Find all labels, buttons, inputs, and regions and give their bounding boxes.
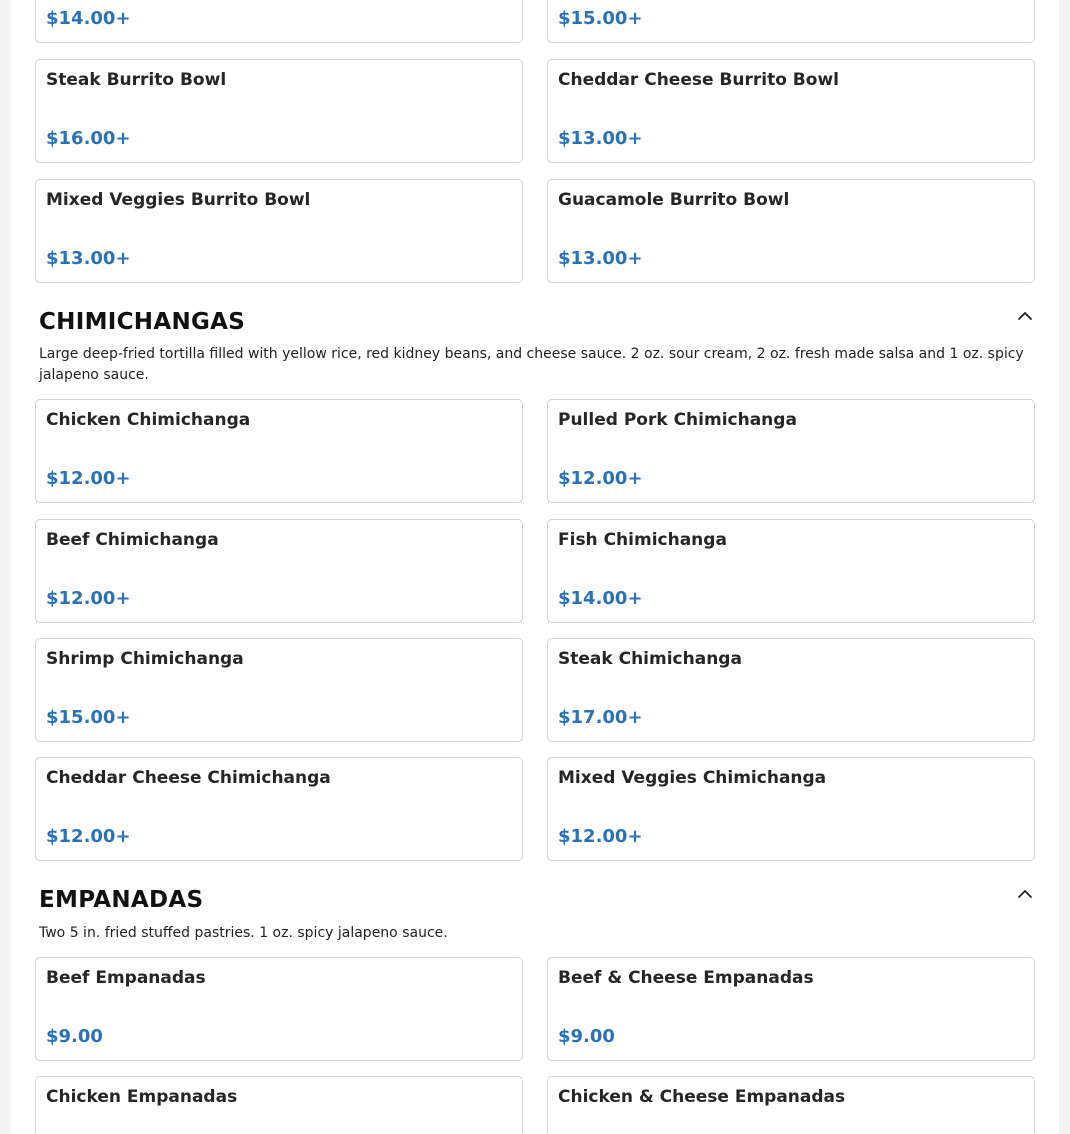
menu-item-price: $16.00+	[46, 128, 131, 149]
menu-item-name: Mixed Veggies Burrito Bowl	[46, 190, 311, 210]
menu-item-price: $14.00+	[46, 8, 131, 29]
section-title-chimichangas: CHIMICHANGAS	[39, 309, 246, 335]
menu-item-name: Steak Burrito Bowl	[46, 70, 227, 90]
menu-item-name: Guacamole Burrito Bowl	[558, 190, 790, 210]
menu-item-card[interactable]	[35, 519, 523, 623]
menu-item-name: Beef & Cheese Empanadas	[558, 968, 814, 988]
section-description-chimichangas: Large deep-fried tortilla filled with yellow rice, red kidney beans, and cheese sauce. 2 oz. sour cream, 2 oz. fresh made salsa and 1 oz. spicy jalapeno sauce.	[39, 346, 1024, 383]
menu-item-price: $15.00+	[46, 707, 131, 728]
menu-item-price: $13.00+	[558, 128, 643, 149]
chevron-up-icon[interactable]	[1013, 304, 1037, 328]
menu-item-name: Shrimp Chimichanga	[46, 649, 244, 669]
menu-item-name: Beef Chimichanga	[46, 530, 219, 550]
menu-item-name: Pulled Pork Chimichanga	[558, 410, 797, 430]
menu-item-card[interactable]	[35, 638, 523, 742]
menu-item-price: $12.00+	[46, 826, 131, 847]
menu-page	[11, 0, 1059, 1134]
menu-item-name: Cheddar Cheese Burrito Bowl	[558, 70, 839, 90]
menu-item-card[interactable]	[35, 59, 523, 163]
menu-item-card[interactable]	[35, 0, 523, 43]
menu-item-card[interactable]	[547, 638, 1035, 742]
menu-item-card[interactable]	[35, 399, 523, 503]
menu-item-card[interactable]	[547, 179, 1035, 283]
menu-item-card[interactable]	[547, 0, 1035, 43]
menu-item-price: $9.00	[558, 1026, 615, 1047]
menu-item-card[interactable]	[35, 757, 523, 861]
menu-item-card[interactable]	[547, 399, 1035, 503]
section-description-empanadas: Two 5 in. fried stuffed pastries. 1 oz. spicy jalapeno sauce.	[39, 925, 448, 941]
menu-item-price: $13.00+	[558, 248, 643, 269]
menu-item-card[interactable]	[547, 519, 1035, 623]
menu-item-name: Beef Empanadas	[46, 968, 206, 988]
menu-item-card[interactable]	[547, 957, 1035, 1061]
menu-item-name: Chicken & Cheese Empanadas	[558, 1087, 846, 1107]
menu-item-name: Mixed Veggies Chimichanga	[558, 768, 827, 788]
menu-item-price: $9.00	[46, 1026, 103, 1047]
menu-item-card[interactable]	[35, 957, 523, 1061]
menu-item-price: $12.00+	[558, 468, 643, 489]
menu-item-price: $15.00+	[558, 8, 643, 29]
menu-item-card[interactable]	[547, 59, 1035, 163]
menu-item-name: Chicken Chimichanga	[46, 410, 251, 430]
menu-item-card[interactable]	[547, 757, 1035, 861]
menu-item-name: Chicken Empanadas	[46, 1087, 238, 1107]
menu-item-card[interactable]	[35, 179, 523, 283]
menu-item-card[interactable]	[35, 1076, 523, 1134]
menu-item-price: $13.00+	[46, 248, 131, 269]
menu-item-name: Fish Chimichanga	[558, 530, 727, 550]
menu-item-price: $12.00+	[558, 826, 643, 847]
menu-item-name: Cheddar Cheese Chimichanga	[46, 768, 331, 788]
menu-item-price: $17.00+	[558, 707, 643, 728]
menu-item-name: Steak Chimichanga	[558, 649, 742, 669]
chevron-up-icon[interactable]	[1013, 882, 1037, 906]
menu-item-card[interactable]	[547, 1076, 1035, 1134]
menu-item-price: $12.00+	[46, 588, 131, 609]
menu-item-price: $12.00+	[46, 468, 131, 489]
section-title-empanadas: EMPANADAS	[39, 887, 204, 913]
menu-item-price: $14.00+	[558, 588, 643, 609]
